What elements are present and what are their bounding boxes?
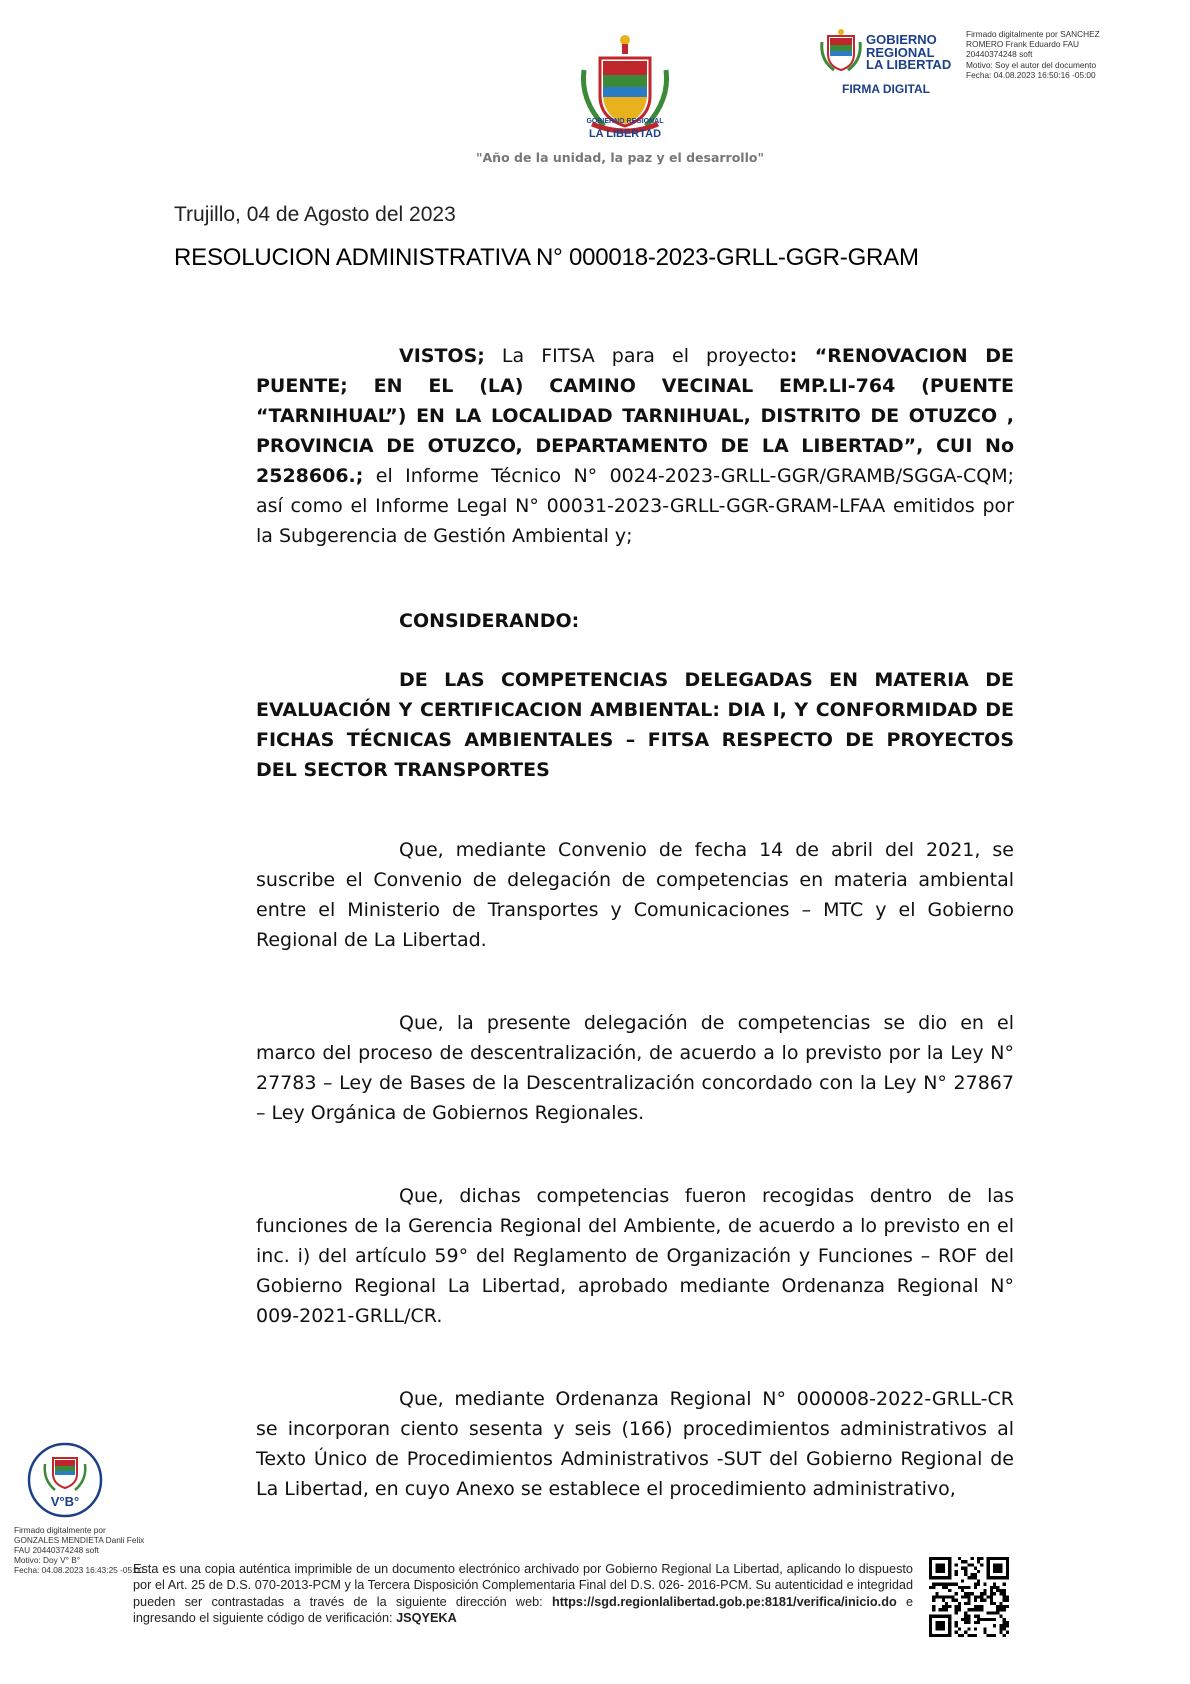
body-paragraph-text: Que, dichas competencias fueron recogidas dentro de las funciones de la Gerencia Regional del Ambiente, de acuerdo a lo previsto en el inc. i) del artículo 59° del Reglamento de Organización y Funciones – ROF del Gobierno Regional La Libertad, aprobado mediante Ordenanza Regional N° 009-2021-GRLL/CR.	[256, 1185, 1014, 1327]
verification-code: JSQYEKA	[396, 1611, 457, 1626]
authenticity-footer	[133, 1561, 913, 1627]
firma-digital-badge: FIRMA DIGITAL	[842, 82, 930, 96]
body-paragraph-text: Que, la presente delegación de competencias se dio en el marco del proceso de descentralización, de acuerdo a lo previsto por la Ley N° 27783 – Ley de Bases de la Descentralización concordado con la Ley N° 27867 – Ley Orgánica de Gobiernos Regionales.	[256, 1012, 1014, 1124]
vobo-label: V°B°	[50, 1494, 80, 1509]
crest-caption-small: GOBIERNO REGIONAL	[586, 118, 664, 125]
footer-text-2: e ingresando el siguiente código de verificación:	[133, 1594, 913, 1626]
signature-org-line3: LA LIBERTAD	[866, 57, 952, 72]
section-heading-text: DE LAS COMPETENCIAS DELEGADAS EN MATERIA DE EVALUACIÓN Y CERTIFICACION AMBIENTAL: DIA I, Y CONFORMIDAD DE FICHAS TÉCNICAS AMBIENTALES – FITSA RESPECTO DE PROYECTOS DEL SECTOR TRANSPORTES	[256, 669, 1014, 781]
signature-crest-icon	[820, 28, 862, 74]
signature-org-line1: GOBIERNO	[866, 32, 937, 47]
crest-caption-large: LA LIBERTAD	[588, 128, 662, 140]
stamp-line: GONZALES MENDIETA Danli Felix	[14, 1535, 145, 1545]
qr-code-icon[interactable]	[929, 1557, 1009, 1637]
year-motto: "Año de la unidad, la paz y el desarrollo"	[476, 150, 764, 165]
stamp-line: FAU 20440374248 soft	[14, 1545, 99, 1555]
considerando-heading	[256, 606, 1014, 636]
vistos-text-2: el Informe Técnico N° 0024-2023-GRLL-GGR/GRAMB/SGGA-CQM; así como el Informe Legal N° 00031-2023-GRLL-GGR-GRAM-LFAA emitidos por la Subgerencia de Gestión Ambiental y;	[256, 465, 1014, 547]
section-heading	[256, 665, 1014, 785]
body-paragraph	[256, 835, 1014, 955]
stamp-line: Motivo: Doy V° B°	[14, 1555, 81, 1565]
considerando-label: CONSIDERANDO:	[399, 610, 580, 632]
vistos-project: : “RENOVACION DE PUENTE; EN EL (LA) CAMINO VECINAL EMP.LI-764 (PUENTE “TARNIHUAL”) EN LA LOCALIDAD TARNIHUAL, DISTRITO DE OTUZCO , PROVINCIA DE OTUZCO, DEPARTAMENTO DE LA LIBERTAD”, CUI No 2528606.;	[256, 345, 1014, 487]
vistos-label: VISTOS;	[399, 345, 485, 367]
signature-line: Firmado digitalmente por SANCHEZ	[966, 29, 1100, 39]
digital-signature-details	[966, 29, 1146, 80]
verification-url-link[interactable]: https://sgd.regionlalibertad.gob.pe:8181/verifica/inicio.do	[551, 1594, 897, 1609]
body-paragraph	[256, 1181, 1014, 1331]
signature-line: 20440374248 soft	[966, 49, 1033, 60]
vistos-paragraph	[256, 341, 1014, 551]
signature-line: ROMERO Frank Eduardo FAU	[966, 39, 1079, 50]
footer-text: Esta es una copia auténtica imprimible de un documento electrónico archivado por Gobierno Regional La Libertad, aplicando lo dispuesto por el Art. 25 de D.S. 070-2013-PCM y la Tercera Disposición Complementaria Final del D.S. 026- 2016-PCM. Su autenticidad e integridad pueden ser contrastadas a través de la siguiente dirección web:	[133, 1562, 913, 1609]
stamp-line: Fecha: 04.08.2023 16:43:25 -05:00	[14, 1565, 144, 1575]
vobo-stamp-icon	[27, 1442, 103, 1518]
document-date: Trujillo, 04 de Agosto del 2023	[174, 203, 456, 226]
signature-line: Fecha: 04.08.2023 16:50:16 -05:00	[966, 69, 1096, 80]
body-paragraph	[256, 1384, 1014, 1504]
signature-line: Motivo: Soy el autor del documento	[966, 59, 1097, 70]
signature-org-line2: REGIONAL	[866, 45, 935, 60]
body-paragraph-text: Que, mediante Ordenanza Regional N° 000008-2022-GRLL-CR se incorporan ciento sesenta y seis (166) procedimientos administrativos al Texto Único de Procedimientos Administrativos -SUT del Gobierno Regional de La Libertad, en cuyo Anexo se establece el procedimiento administrativo,	[256, 1388, 1014, 1500]
body-paragraph	[256, 1008, 1014, 1128]
vistos-text-1: La FITSA para el proyecto	[484, 345, 790, 367]
body-paragraph-text: Que, mediante Convenio de fecha 14 de abril del 2021, se suscribe el Convenio de delegación de competencias en materia ambiental entre el Ministerio de Transportes y Comunicaciones – MTC y el Gobierno Regional de La Libertad.	[256, 839, 1014, 951]
document-title: RESOLUCION ADMINISTRATIVA N° 000018-2023-GRLL-GGR-GRAM	[174, 244, 919, 271]
stamp-line: Firmado digitalmente por	[14, 1525, 106, 1535]
